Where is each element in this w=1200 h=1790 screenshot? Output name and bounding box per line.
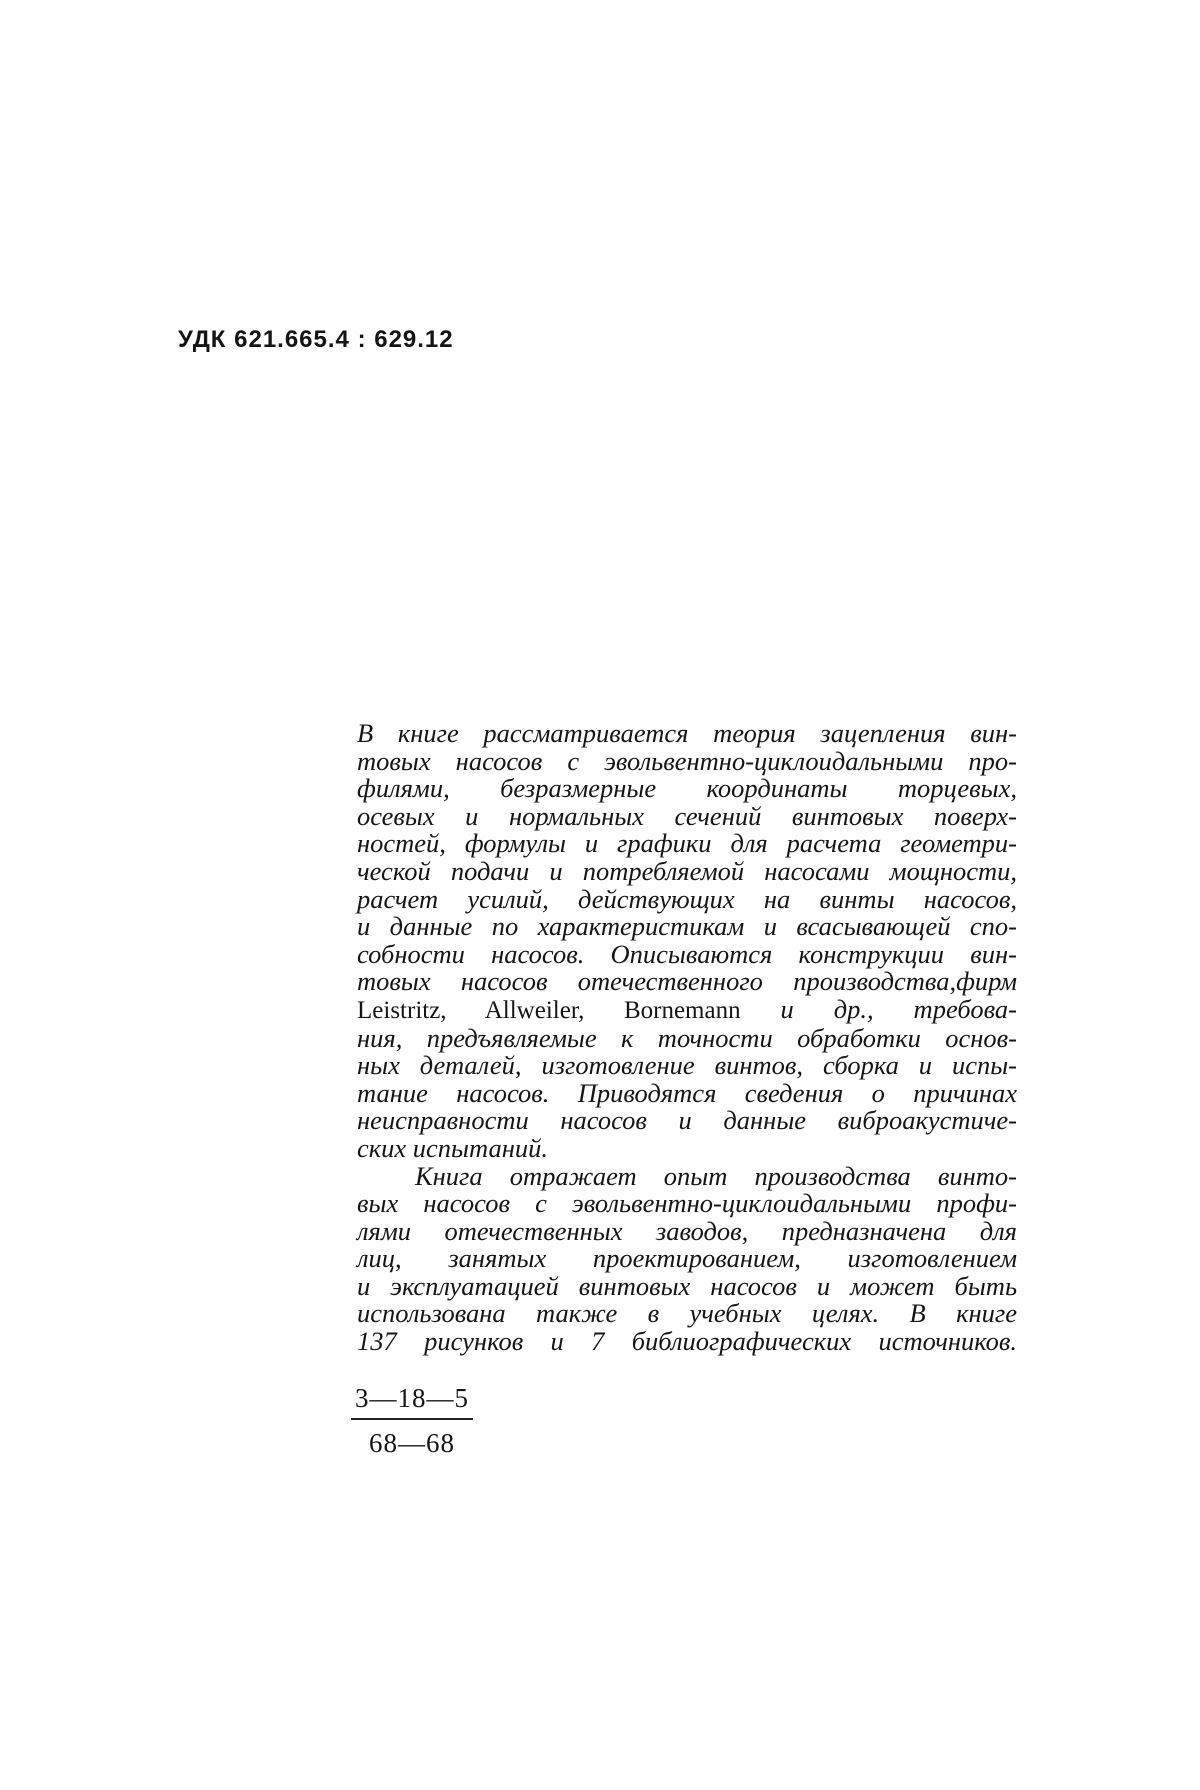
annotation-line: и данные по характеристикам и всасывающей спо- — [357, 911, 1017, 942]
annotation-line: 137 рисунков и 7 библиографических источников. — [357, 1326, 1017, 1357]
annotation-line-firms — [357, 993, 1017, 1025]
annotation-line: вых насосов с эвольвентно-циклоидальными профи- — [357, 1188, 1017, 1219]
annotation-line: осевых и нормальных сечений винтовых поверх- — [357, 800, 1017, 831]
annotation-paragraph-1 — [357, 720, 1017, 1163]
annotation-line: расчет усилий, действующих на винты насосов, — [357, 883, 1017, 914]
annotation-paragraph-2 — [357, 1160, 1017, 1357]
annotation-line: собности насосов. Описываются конструкции вин- — [357, 938, 1017, 969]
firm-names: Leistritz, Allweiler, Bornemann — [357, 996, 741, 1024]
annotation-line: В книге рассматривается теория зацепления вин- — [357, 718, 1017, 748]
annotation-line: Книга отражает опыт производства винто- — [415, 1160, 1017, 1191]
annotation-line: товых насосов с эвольвентно-циклоидальными про- — [357, 745, 1017, 776]
index-denominator: 68—68 — [369, 1428, 455, 1458]
firms-line-rest: и др., требова- — [740, 993, 1017, 1024]
udc-classification: УДК 621.665.4 : 629.12 — [178, 326, 454, 353]
annotation-line: ских испытаний. — [357, 1132, 548, 1163]
annotation-line: товых насосов отечественного производства,фирм — [357, 966, 1017, 997]
book-annotation — [357, 720, 1017, 1356]
annotation-line: лями отечественных заводов, предназначена для — [357, 1215, 1017, 1246]
annotation-line: ностей, формулы и графики для расчета геометри- — [357, 828, 1017, 859]
annotation-line: тание насосов. Приводятся сведения о причинах — [357, 1077, 1017, 1108]
annotation-line: ных деталей, изготовление винтов, сборка и испы- — [357, 1050, 1017, 1081]
annotation-line: и эксплуатацией винтовых насосов и может быть — [357, 1270, 1017, 1301]
index-numerator: 3—18—5 — [351, 1383, 473, 1420]
annotation-line: использована также в учебных целях. В книге — [357, 1298, 1017, 1329]
annotation-line: неисправности насосов и данные виброакустиче- — [357, 1105, 1017, 1136]
annotation-line: ческой подачи и потребляемой насосами мощности, — [357, 855, 1017, 886]
publication-index — [351, 1383, 473, 1459]
annotation-line: лиц, занятых проектированием, изготовлением — [357, 1243, 1017, 1274]
annotation-line: филями, безразмерные координаты торцевых, — [357, 773, 1017, 804]
annotation-line: ния, предъявляемые к точности обработки основ- — [357, 1022, 1017, 1053]
